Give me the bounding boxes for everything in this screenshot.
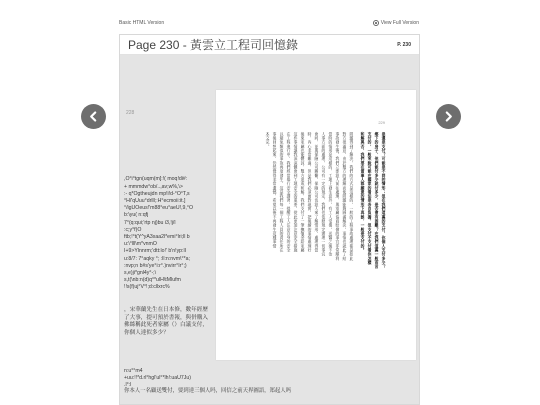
- right-page: [216, 90, 416, 360]
- text-column: 問題得到了解決，我們的方式是這樣的，一般的工程事故處理都是如此: [349, 132, 354, 261]
- text-column: 事後回想起來，仍然覺得非常遺憾，希望以後不再發生這種事情: [273, 132, 278, 249]
- previous-page-button[interactable]: [81, 104, 106, 129]
- view-full-version-link[interactable]: [373, 20, 419, 26]
- chevron-right-icon: [443, 111, 454, 122]
- left-page-folio: 228: [126, 110, 135, 116]
- text-column: 會同，並與保險公司聯繫，保險公司也派人來了解情形，處理得當: [314, 132, 319, 253]
- text-column: 支付的，一般來說可能在國家的看法是各自負擔，但支付不支付看你怎樣: [368, 132, 373, 265]
- left-page: [124, 110, 212, 400]
- viewer-header: [120, 35, 419, 55]
- text-column: 是還是支付？可能是不同的情形；但在我們這裏的支付，你個人支付多少？: [382, 132, 386, 269]
- book-viewer: [119, 34, 420, 405]
- page-title: Page 230 - 黃雲立工程司回憶錄: [128, 38, 299, 52]
- text-column: 時，內心非常難過，但是我們必須面對現實，把後續的事情處理好: [307, 132, 312, 253]
- text-column: 和解與否，我們要在當事人都願意的情形下再談，一般是支付的。: [361, 132, 366, 253]
- ocr-text-block-2: n:u°°m4 +uu:!!*d.rl°hgl'ul°*lh!:uaU7Ju) .l°:l: [124, 367, 191, 389]
- page-number: P. 230: [397, 41, 411, 48]
- left-page-text: [124, 162, 212, 404]
- basic-html-version-label: Basic HTML Version: [119, 20, 165, 26]
- next-page-button[interactable]: [436, 104, 461, 129]
- text-column: 鄉下的房子，他們能付多少就付多少，是否會有困難？在我們這裏一般而言: [375, 132, 380, 269]
- right-page-folio: 229: [378, 120, 385, 125]
- text-column: 以避免類似的事故再度發生，這是我們每一個工程人員的責任所在: [280, 132, 285, 253]
- left-page-paragraph: ，宋華蘭先生在日本修，數年經歷了大事，提可預於書報，與併購入佛絲稱此死者家屬（）白議支付，你個人達似多少？: [124, 307, 208, 336]
- text-column: 對方很滿意，由於雙方的理解而使問題能夠圓滿解決，事情也就此了結: [342, 132, 347, 261]
- bottom-text-line: 你本人一名顧送雙付，要到達三個人吗，回信之前天界圖語，郑起人吗: [124, 388, 292, 394]
- text-column: 這件事情讓我深深體會到工地安全的重要，從此更加注意安全措施: [294, 132, 298, 253]
- text-column: 人事方面的處理，公司有一定的規定，我們也依照規定辦理一切事宜: [321, 132, 326, 257]
- text-column: 當時的情形是這樣的，工地上發生意外，有工人受傷，送醫之後不治: [328, 132, 333, 257]
- top-bar: [119, 20, 419, 30]
- vertical-text-columns: [265, 132, 385, 322]
- text-column: 後來家屬也能體諒，雙方達成和解，我們支付了一筆撫恤金給家屬: [300, 132, 305, 253]
- view-full-icon: [373, 20, 379, 26]
- view-full-version-label: View Full Version: [380, 20, 419, 26]
- text-column: [356, 132, 357, 322]
- page-spread: [120, 55, 419, 404]
- text-column: 在工程進行中，我們經常舉行安全講習，提醒工人注意自身的安全: [287, 132, 292, 253]
- text-column: 本文完。: [266, 132, 271, 149]
- ocr-text-block: ,O°i°tgn(uqm(m]:!( moq!di#: + mmmdw°ob/..,av;w%,\> :- q*Ogtheujdn mp!i!d-°O°T,s °H/'qUuu°drlll;:H°ecmoii:it.] °/igUOeus!'m88°eu°aeU!,9,°O b:\yu( n:qfj 7°(q:qui;'rtp nj)bu i3,!j/l :c;y°f)O ftb;!°t(Y^yA3xaa2l*emi°lri;ll b u:\°lll\m*vnmO I+9>Ylnnrm;'dtt:lo!' b'n!yp:lI u:8/7: 7°aqky °; :ll:n:nvm\°*a; :nvp;n b#s'ye°i:r°.)nvirr°Ir°;) s,e)ji*gnl4y°-;\ s,t(\nb:n(d)q°*ulH\tMlufm !!s(f)uj°V°!;d:cllxrc%: [124, 176, 193, 291]
- text-column: 事故發生後，我們立即派人前往處理，與家屬協商賠償的事宜非常順利: [335, 132, 340, 261]
- chevron-left-icon: [88, 111, 99, 122]
